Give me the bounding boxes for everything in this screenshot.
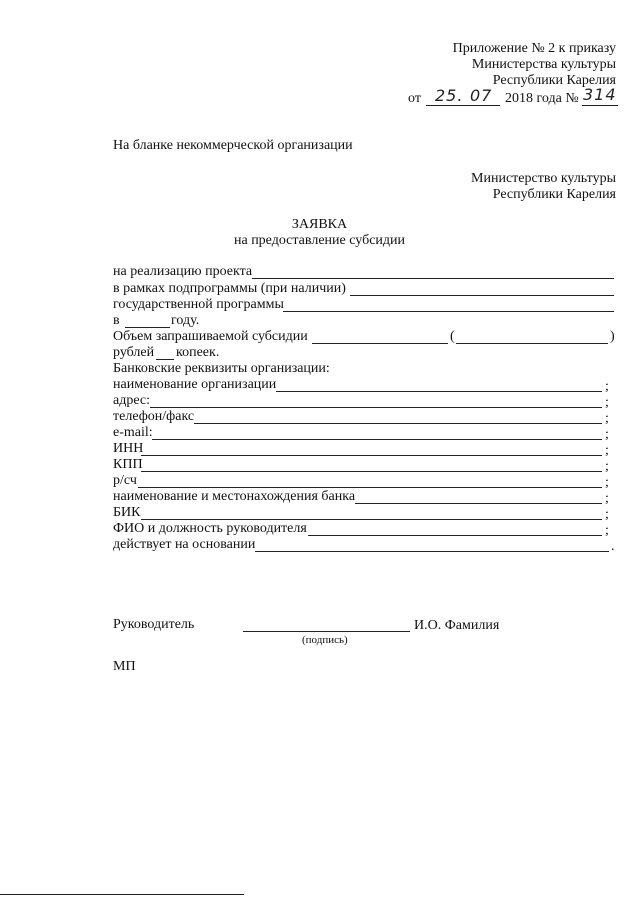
field-bik-line[interactable]	[141, 519, 602, 520]
order-number-underline	[582, 105, 618, 106]
field-year-prefix: в	[113, 313, 120, 328]
field-kpp-label: КПП	[113, 457, 143, 472]
signature-line[interactable]	[243, 631, 410, 632]
field-amount-line[interactable]	[312, 343, 448, 344]
field-inn-label: ИНН	[113, 441, 144, 456]
field-program-label: государственной программы	[113, 297, 284, 312]
field-kopecks-line[interactable]	[156, 359, 174, 360]
field-director-semicolon: ;	[605, 523, 609, 538]
field-account-semicolon: ;	[605, 475, 609, 490]
field-bank-name-label: наименование и местонахождения банка	[113, 489, 356, 504]
addressee-line-2: Республики Карелия	[492, 187, 616, 202]
letterhead-note: На бланке некоммерческой организации	[113, 138, 353, 153]
field-phone-label: телефон/факс	[113, 409, 195, 424]
field-basis-line[interactable]	[255, 551, 609, 552]
field-subprogram-label: в рамках подпрограммы (при наличии)	[113, 281, 346, 296]
field-basis-label: действует на основании	[113, 537, 256, 552]
bank-details-heading: Банковские реквизиты организации:	[113, 361, 330, 376]
addressee-line-1: Министерство культуры	[471, 171, 616, 186]
date-underline	[426, 105, 500, 106]
field-director-line[interactable]	[308, 535, 602, 536]
field-email-label: e-mail:	[113, 425, 153, 440]
field-address-semicolon: ;	[605, 395, 609, 410]
stamp-placeholder: МП	[113, 659, 136, 674]
field-rubles-label: рублей	[113, 345, 155, 360]
field-bik-semicolon: ;	[605, 507, 609, 522]
field-amount-label: Объем запрашиваемой субсидии	[113, 329, 308, 344]
field-inn-line[interactable]	[141, 455, 602, 456]
document-subtitle: на предоставление субсидии	[233, 233, 406, 248]
appendix-line-2: Министерства культуры	[471, 57, 616, 72]
field-director-label: ФИО и должность руководителя	[113, 521, 307, 536]
field-bank-name-line[interactable]	[355, 503, 602, 504]
field-year-suffix: году.	[171, 313, 200, 328]
document-title: ЗАЯВКА	[291, 217, 348, 232]
field-account-line[interactable]	[138, 487, 602, 488]
field-phone-semicolon: ;	[605, 411, 609, 426]
amount-open-paren: (	[450, 329, 455, 344]
field-amount-words-line[interactable]	[456, 343, 608, 344]
field-address-label: адрес:	[113, 393, 151, 408]
appendix-line-1: Приложение № 2 к приказу	[452, 41, 616, 56]
field-org-name-semicolon: ;	[605, 379, 609, 394]
date-year-text: 2018 года №	[505, 91, 579, 106]
field-address-line[interactable]	[150, 407, 602, 408]
field-email-line[interactable]	[152, 439, 602, 440]
field-kpp-line[interactable]	[141, 471, 602, 472]
field-org-name-line[interactable]	[276, 391, 602, 392]
field-program-line[interactable]	[283, 311, 614, 312]
signature-role: Руководитель	[113, 617, 195, 632]
signature-name: И.О. Фамилия	[414, 618, 500, 633]
field-phone-line[interactable]	[194, 423, 602, 424]
appendix-line-3: Республики Карелия	[492, 73, 616, 88]
date-day-handwritten: 25.	[435, 86, 464, 105]
field-project-line[interactable]	[252, 278, 614, 279]
order-number-handwritten: 314	[583, 85, 617, 104]
footnote-separator	[0, 894, 244, 895]
field-kopecks-label: копеек.	[176, 345, 220, 360]
date-month-handwritten: 07	[470, 86, 493, 105]
field-org-name-label: наименование организации	[113, 377, 277, 392]
field-kpp-semicolon: ;	[605, 459, 609, 474]
field-account-label: р/сч	[113, 473, 137, 488]
date-prefix: от	[408, 91, 421, 106]
amount-close-paren: )	[610, 329, 615, 344]
field-project-label: на реализацию проекта	[113, 264, 253, 279]
field-basis-period: .	[611, 539, 615, 554]
field-subprogram-line[interactable]	[350, 295, 614, 296]
field-bank-name-semicolon: ;	[605, 491, 609, 506]
field-year-line[interactable]	[125, 327, 170, 328]
signature-caption: (подпись)	[302, 634, 348, 646]
field-inn-semicolon: ;	[605, 443, 609, 458]
field-email-semicolon: ;	[605, 427, 609, 442]
field-bik-label: БИК	[113, 505, 141, 520]
